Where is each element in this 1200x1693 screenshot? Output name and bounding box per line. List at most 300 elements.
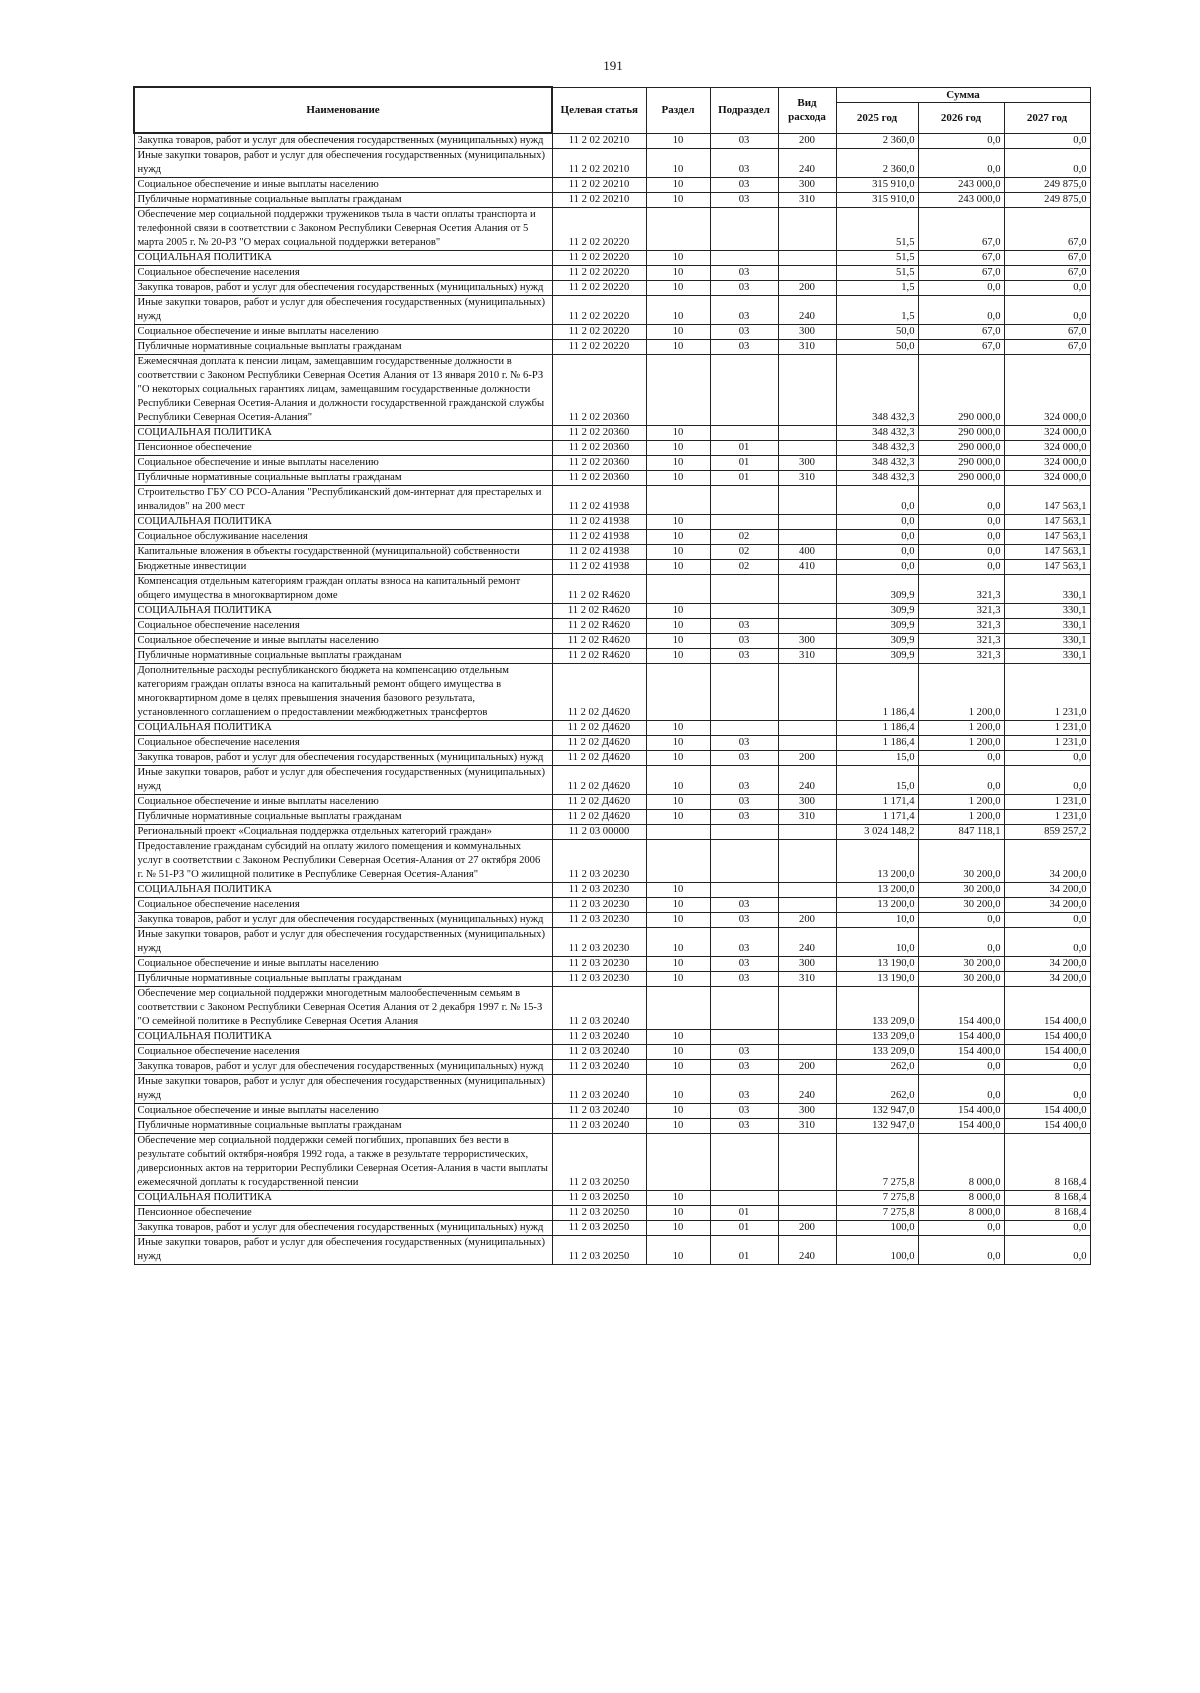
row-name: Предоставление гражданам субсидий на оплату жилого помещения и коммунальных услуг в соответствии с Законом Республики Северная Осетия-Алания от 27 октября 2006 г. № 51-РЗ "О жилищной политике в Республике Северная Осетия-Алания" (134, 840, 552, 883)
row-2025: 1 171,4 (836, 795, 918, 810)
row-target: 11 2 02 20220 (552, 281, 646, 296)
row-2026: 0,0 (918, 149, 1004, 178)
row-target: 11 2 03 20230 (552, 928, 646, 957)
row-2027: 324 000,0 (1004, 441, 1090, 456)
row-section: 10 (646, 1191, 710, 1206)
row-2025: 315 910,0 (836, 193, 918, 208)
row-expense-type (778, 575, 836, 604)
row-name: Публичные нормативные социальные выплаты гражданам (134, 1119, 552, 1134)
row-name: Публичные нормативные социальные выплаты гражданам (134, 193, 552, 208)
row-2026: 0,0 (918, 560, 1004, 575)
row-name: СОЦИАЛЬНАЯ ПОЛИТИКА (134, 515, 552, 530)
row-2027: 0,0 (1004, 928, 1090, 957)
row-subsection (710, 355, 778, 426)
table-row (134, 634, 1090, 649)
row-section (646, 825, 710, 840)
row-subsection: 03 (710, 1045, 778, 1060)
row-2027: 0,0 (1004, 281, 1090, 296)
row-2027: 859 257,2 (1004, 825, 1090, 840)
row-2027: 67,0 (1004, 266, 1090, 281)
row-2026: 67,0 (918, 266, 1004, 281)
row-2026: 290 000,0 (918, 471, 1004, 486)
row-expense-type (778, 1191, 836, 1206)
row-expense-type: 300 (778, 178, 836, 193)
row-2026: 243 000,0 (918, 193, 1004, 208)
row-name: СОЦИАЛЬНАЯ ПОЛИТИКА (134, 883, 552, 898)
table-row (134, 928, 1090, 957)
row-2026: 30 200,0 (918, 957, 1004, 972)
table-row (134, 913, 1090, 928)
row-target: 11 2 02 20360 (552, 456, 646, 471)
row-target: 11 2 03 20240 (552, 1045, 646, 1060)
row-subsection (710, 486, 778, 515)
row-2026: 321,3 (918, 649, 1004, 664)
row-2027: 0,0 (1004, 913, 1090, 928)
table-row (134, 1075, 1090, 1104)
row-target: 11 2 02 Д4620 (552, 664, 646, 721)
row-target: 11 2 03 20240 (552, 987, 646, 1030)
row-2027: 147 563,1 (1004, 515, 1090, 530)
row-expense-type (778, 1030, 836, 1045)
table-row (134, 1134, 1090, 1191)
row-section: 10 (646, 928, 710, 957)
row-2026: 0,0 (918, 281, 1004, 296)
row-expense-type (778, 486, 836, 515)
row-2025: 50,0 (836, 325, 918, 340)
row-name: Ежемесячная доплата к пенсии лицам, замещавшим государственные должности в соответствии с Законом Республики Северная Осетия Алания от 13 января 2010 г. № 6-РЗ "О некоторых социальных гарантиях лицам, замещавшим государственные должности Республики Северная Осетия-Алания и должности государственной гражданской службы Республики Северная Осетия-Алания" (134, 355, 552, 426)
row-target: 11 2 03 20230 (552, 913, 646, 928)
row-2027: 249 875,0 (1004, 178, 1090, 193)
row-expense-type: 240 (778, 296, 836, 325)
row-name: Строительство ГБУ СО РСО-Алания "Республиканский дом-интернат для престарелых и инвалидов" на 200 мест (134, 486, 552, 515)
row-subsection: 03 (710, 898, 778, 913)
row-subsection: 03 (710, 913, 778, 928)
header-2025: 2025 год (836, 102, 918, 133)
row-section: 10 (646, 456, 710, 471)
row-section: 10 (646, 1236, 710, 1265)
table-row (134, 1119, 1090, 1134)
row-target: 11 2 03 20230 (552, 957, 646, 972)
row-2026: 243 000,0 (918, 178, 1004, 193)
row-subsection: 03 (710, 766, 778, 795)
row-subsection: 03 (710, 193, 778, 208)
row-name: Региональный проект «Социальная поддержка отдельных категорий граждан» (134, 825, 552, 840)
row-subsection (710, 251, 778, 266)
row-section: 10 (646, 426, 710, 441)
header-section: Раздел (646, 87, 710, 133)
row-subsection: 03 (710, 1075, 778, 1104)
row-target: 11 2 02 41938 (552, 545, 646, 560)
row-2026: 0,0 (918, 486, 1004, 515)
row-2025: 309,9 (836, 619, 918, 634)
row-target: 11 2 02 20360 (552, 426, 646, 441)
row-section: 10 (646, 178, 710, 193)
row-expense-type: 300 (778, 795, 836, 810)
row-2025: 1 186,4 (836, 664, 918, 721)
row-target: 11 2 03 20230 (552, 898, 646, 913)
row-2027: 324 000,0 (1004, 426, 1090, 441)
row-expense-type (778, 825, 836, 840)
row-2026: 290 000,0 (918, 456, 1004, 471)
table-row (134, 575, 1090, 604)
row-section: 10 (646, 972, 710, 987)
row-expense-type: 200 (778, 751, 836, 766)
page-number: 191 (603, 58, 623, 73)
row-name: СОЦИАЛЬНАЯ ПОЛИТИКА (134, 604, 552, 619)
row-section (646, 575, 710, 604)
row-2026: 154 400,0 (918, 1119, 1004, 1134)
row-2025: 262,0 (836, 1060, 918, 1075)
row-target: 11 2 02 R4620 (552, 604, 646, 619)
row-2027: 249 875,0 (1004, 193, 1090, 208)
row-expense-type (778, 1206, 836, 1221)
row-expense-type: 310 (778, 340, 836, 355)
row-2026: 0,0 (918, 1236, 1004, 1265)
row-2026: 1 200,0 (918, 736, 1004, 751)
row-section: 10 (646, 913, 710, 928)
table-row (134, 296, 1090, 325)
row-subsection: 03 (710, 133, 778, 149)
table-row (134, 1221, 1090, 1236)
row-name: Публичные нормативные социальные выплаты гражданам (134, 340, 552, 355)
row-2027: 147 563,1 (1004, 560, 1090, 575)
row-name: Социальное обеспечение и иные выплаты населению (134, 957, 552, 972)
row-section: 10 (646, 604, 710, 619)
row-target: 11 2 02 20220 (552, 208, 646, 251)
row-2025: 262,0 (836, 1075, 918, 1104)
row-section (646, 1134, 710, 1191)
row-target: 11 2 03 20250 (552, 1191, 646, 1206)
row-section: 10 (646, 1075, 710, 1104)
row-2026: 154 400,0 (918, 1104, 1004, 1119)
row-subsection: 03 (710, 296, 778, 325)
table-row (134, 193, 1090, 208)
row-subsection (710, 515, 778, 530)
row-name: Пенсионное обеспечение (134, 441, 552, 456)
row-section: 10 (646, 149, 710, 178)
row-subsection: 03 (710, 1119, 778, 1134)
row-expense-type (778, 898, 836, 913)
row-subsection (710, 575, 778, 604)
row-subsection (710, 987, 778, 1030)
row-section: 10 (646, 281, 710, 296)
row-name: Иные закупки товаров, работ и услуг для обеспечения государственных (муниципальных) нужд (134, 928, 552, 957)
row-subsection (710, 664, 778, 721)
row-2025: 309,9 (836, 575, 918, 604)
row-section: 10 (646, 251, 710, 266)
row-name: СОЦИАЛЬНАЯ ПОЛИТИКА (134, 426, 552, 441)
row-subsection: 03 (710, 149, 778, 178)
row-target: 11 2 03 20230 (552, 883, 646, 898)
row-2025: 7 275,8 (836, 1134, 918, 1191)
row-name: Социальное обеспечение и иные выплаты населению (134, 634, 552, 649)
row-name: Иные закупки товаров, работ и услуг для обеспечения государственных (муниципальных) нужд (134, 766, 552, 795)
table-row (134, 1104, 1090, 1119)
table-row (134, 840, 1090, 883)
table-row (134, 721, 1090, 736)
row-2027: 0,0 (1004, 751, 1090, 766)
row-2025: 10,0 (836, 913, 918, 928)
row-subsection: 01 (710, 441, 778, 456)
row-expense-type: 400 (778, 545, 836, 560)
row-target: 11 2 03 20250 (552, 1206, 646, 1221)
row-2025: 132 947,0 (836, 1119, 918, 1134)
table-row (134, 604, 1090, 619)
header-2026: 2026 год (918, 102, 1004, 133)
row-2027: 330,1 (1004, 619, 1090, 634)
row-2026: 30 200,0 (918, 898, 1004, 913)
row-2027: 154 400,0 (1004, 1119, 1090, 1134)
row-target: 11 2 02 R4620 (552, 619, 646, 634)
row-2027: 34 200,0 (1004, 883, 1090, 898)
row-2025: 0,0 (836, 560, 918, 575)
row-2026: 0,0 (918, 515, 1004, 530)
row-name: Иные закупки товаров, работ и услуг для обеспечения государственных (муниципальных) нужд (134, 149, 552, 178)
row-2026: 290 000,0 (918, 426, 1004, 441)
row-section: 10 (646, 530, 710, 545)
row-2026: 321,3 (918, 604, 1004, 619)
header-name: Наименование (134, 87, 552, 133)
row-2027: 147 563,1 (1004, 545, 1090, 560)
row-name: Социальное обслуживание населения (134, 530, 552, 545)
table-row (134, 1236, 1090, 1265)
row-name: Публичные нормативные социальные выплаты гражданам (134, 471, 552, 486)
row-expense-type: 310 (778, 810, 836, 825)
row-subsection: 03 (710, 340, 778, 355)
table-row (134, 649, 1090, 664)
row-expense-type (778, 355, 836, 426)
table-row (134, 266, 1090, 281)
row-section: 10 (646, 619, 710, 634)
row-subsection: 03 (710, 634, 778, 649)
row-target: 11 2 02 20360 (552, 355, 646, 426)
table-row (134, 426, 1090, 441)
row-expense-type: 240 (778, 1236, 836, 1265)
row-name: Закупка товаров, работ и услуг для обеспечения государственных (муниципальных) нужд (134, 751, 552, 766)
table-row (134, 545, 1090, 560)
row-2026: 1 200,0 (918, 810, 1004, 825)
row-2026: 0,0 (918, 928, 1004, 957)
row-expense-type: 200 (778, 281, 836, 296)
row-2026: 154 400,0 (918, 1045, 1004, 1060)
row-name: Обеспечение мер социальной поддержки семей погибших, пропавших без вести в результате событий октября-ноября 1992 года, а также в результате террористических, диверсионных актов на территории Республики Северная Осетия-Алания в части выплаты ежемесячной доплаты к государственной пенсии (134, 1134, 552, 1191)
row-target: 11 2 02 Д4620 (552, 721, 646, 736)
row-name: Закупка товаров, работ и услуг для обеспечения государственных (муниципальных) нужд (134, 1060, 552, 1075)
row-subsection: 03 (710, 972, 778, 987)
row-2027: 67,0 (1004, 208, 1090, 251)
table-row (134, 486, 1090, 515)
row-2025: 133 209,0 (836, 987, 918, 1030)
row-2025: 348 432,3 (836, 456, 918, 471)
row-target: 11 2 02 20220 (552, 325, 646, 340)
row-target: 11 2 02 R4620 (552, 575, 646, 604)
row-subsection: 03 (710, 281, 778, 296)
row-2025: 0,0 (836, 545, 918, 560)
row-name: Социальное обеспечение населения (134, 736, 552, 751)
row-name: Закупка товаров, работ и услуг для обеспечения государственных (муниципальных) нужд (134, 913, 552, 928)
row-2025: 13 190,0 (836, 957, 918, 972)
row-2027: 330,1 (1004, 634, 1090, 649)
row-name: Социальное обеспечение и иные выплаты населению (134, 456, 552, 471)
row-expense-type: 310 (778, 471, 836, 486)
row-2026: 321,3 (918, 619, 1004, 634)
row-expense-type: 300 (778, 957, 836, 972)
row-expense-type (778, 1045, 836, 1060)
table-row (134, 972, 1090, 987)
row-2027: 154 400,0 (1004, 987, 1090, 1030)
row-name: Публичные нормативные социальные выплаты гражданам (134, 972, 552, 987)
row-subsection: 01 (710, 1236, 778, 1265)
row-2026: 67,0 (918, 251, 1004, 266)
row-2025: 0,0 (836, 530, 918, 545)
row-2026: 8 000,0 (918, 1191, 1004, 1206)
row-section: 10 (646, 1060, 710, 1075)
row-target: 11 2 02 R4620 (552, 649, 646, 664)
row-2025: 133 209,0 (836, 1030, 918, 1045)
row-name: Обеспечение мер социальной поддержки многодетным малообеспеченным семьям в соответствии с Законом Республики Северная Осетия Алания от 2 декабря 1997 г. № 15-З "О семейной политике в Республике Северная Осетия Алания (134, 987, 552, 1030)
row-2025: 2 360,0 (836, 133, 918, 149)
row-2027: 34 200,0 (1004, 957, 1090, 972)
row-2027: 147 563,1 (1004, 486, 1090, 515)
row-expense-type: 200 (778, 1060, 836, 1075)
row-2026: 30 200,0 (918, 972, 1004, 987)
row-expense-type: 300 (778, 325, 836, 340)
row-subsection (710, 208, 778, 251)
row-2026: 30 200,0 (918, 883, 1004, 898)
row-name: Закупка товаров, работ и услуг для обеспечения государственных (муниципальных) нужд (134, 1221, 552, 1236)
table-row (134, 1206, 1090, 1221)
row-name: Социальное обеспечение и иные выплаты населению (134, 325, 552, 340)
row-2027: 8 168,4 (1004, 1191, 1090, 1206)
row-2026: 0,0 (918, 1221, 1004, 1236)
row-2027: 67,0 (1004, 325, 1090, 340)
row-target: 11 2 03 00000 (552, 825, 646, 840)
row-section: 10 (646, 325, 710, 340)
header-target: Целевая статья (552, 87, 646, 133)
row-2025: 348 432,3 (836, 426, 918, 441)
row-name: СОЦИАЛЬНАЯ ПОЛИТИКА (134, 251, 552, 266)
row-expense-type (778, 883, 836, 898)
row-name: Социальное обеспечение и иные выплаты населению (134, 795, 552, 810)
row-section: 10 (646, 133, 710, 149)
row-subsection (710, 1134, 778, 1191)
row-target: 11 2 02 20360 (552, 441, 646, 456)
row-section: 10 (646, 1221, 710, 1236)
row-target: 11 2 03 20250 (552, 1236, 646, 1265)
row-subsection: 03 (710, 810, 778, 825)
row-2025: 13 200,0 (836, 898, 918, 913)
row-2025: 1 171,4 (836, 810, 918, 825)
table-row (134, 133, 1090, 149)
row-target: 11 2 02 20210 (552, 149, 646, 178)
row-name: Социальное обеспечение населения (134, 898, 552, 913)
row-name: Капитальные вложения в объекты государственной (муниципальной) собственности (134, 545, 552, 560)
row-2027: 147 563,1 (1004, 530, 1090, 545)
table-row (134, 957, 1090, 972)
table-row (134, 515, 1090, 530)
table-row (134, 1191, 1090, 1206)
row-2026: 1 200,0 (918, 721, 1004, 736)
row-section: 10 (646, 193, 710, 208)
row-section: 10 (646, 545, 710, 560)
table-row (134, 883, 1090, 898)
row-section: 10 (646, 340, 710, 355)
header-expense-type: Вид расхода (778, 87, 836, 133)
row-expense-type (778, 840, 836, 883)
row-section: 10 (646, 898, 710, 913)
row-name: СОЦИАЛЬНАЯ ПОЛИТИКА (134, 721, 552, 736)
table-row (134, 736, 1090, 751)
row-section: 10 (646, 766, 710, 795)
row-2027: 324 000,0 (1004, 355, 1090, 426)
row-subsection (710, 604, 778, 619)
table-row (134, 987, 1090, 1030)
row-2027: 67,0 (1004, 251, 1090, 266)
row-name: Компенсация отдельным категориям граждан оплаты взноса на капитальный ремонт общего имущества в многоквартирном доме (134, 575, 552, 604)
row-subsection: 03 (710, 1104, 778, 1119)
row-target: 11 2 03 20250 (552, 1134, 646, 1191)
row-2025: 0,0 (836, 515, 918, 530)
row-section: 10 (646, 810, 710, 825)
row-section: 10 (646, 1030, 710, 1045)
row-name: Социальное обеспечение населения (134, 1045, 552, 1060)
row-2027: 154 400,0 (1004, 1030, 1090, 1045)
row-expense-type: 200 (778, 133, 836, 149)
row-2027: 0,0 (1004, 1060, 1090, 1075)
row-expense-type (778, 441, 836, 456)
row-section: 10 (646, 957, 710, 972)
row-expense-type (778, 208, 836, 251)
row-target: 11 2 03 20240 (552, 1075, 646, 1104)
table-row (134, 456, 1090, 471)
table-row (134, 1045, 1090, 1060)
row-2025: 13 190,0 (836, 972, 918, 987)
row-target: 11 2 02 20220 (552, 251, 646, 266)
row-subsection: 02 (710, 545, 778, 560)
row-2025: 51,5 (836, 266, 918, 281)
row-2026: 8 000,0 (918, 1206, 1004, 1221)
row-2027: 330,1 (1004, 649, 1090, 664)
row-2027: 0,0 (1004, 1221, 1090, 1236)
row-2025: 13 200,0 (836, 883, 918, 898)
row-expense-type (778, 530, 836, 545)
row-section: 10 (646, 736, 710, 751)
row-2026: 321,3 (918, 575, 1004, 604)
table-row (134, 766, 1090, 795)
row-2027: 1 231,0 (1004, 810, 1090, 825)
row-2025: 1 186,4 (836, 736, 918, 751)
row-name: Обеспечение мер социальной поддержки тружеников тыла в части оплаты транспорта и телефонной связи в соответствии с Законом Республики Северная Осетия Алания от 5 марта 2005 г. № 20-РЗ "О мерах социальной поддержки ветеранов" (134, 208, 552, 251)
row-section (646, 987, 710, 1030)
row-expense-type (778, 266, 836, 281)
row-2025: 0,0 (836, 486, 918, 515)
row-subsection: 03 (710, 736, 778, 751)
row-2025: 309,9 (836, 604, 918, 619)
row-target: 11 2 02 20220 (552, 296, 646, 325)
row-2026: 8 000,0 (918, 1134, 1004, 1191)
row-expense-type: 410 (778, 560, 836, 575)
row-2026: 0,0 (918, 296, 1004, 325)
row-target: 11 2 03 20250 (552, 1221, 646, 1236)
row-expense-type (778, 987, 836, 1030)
row-section: 10 (646, 1104, 710, 1119)
row-2026: 0,0 (918, 1060, 1004, 1075)
row-expense-type (778, 1134, 836, 1191)
row-target: 11 2 02 41938 (552, 530, 646, 545)
row-section (646, 486, 710, 515)
row-2025: 2 360,0 (836, 149, 918, 178)
row-2026: 1 200,0 (918, 795, 1004, 810)
